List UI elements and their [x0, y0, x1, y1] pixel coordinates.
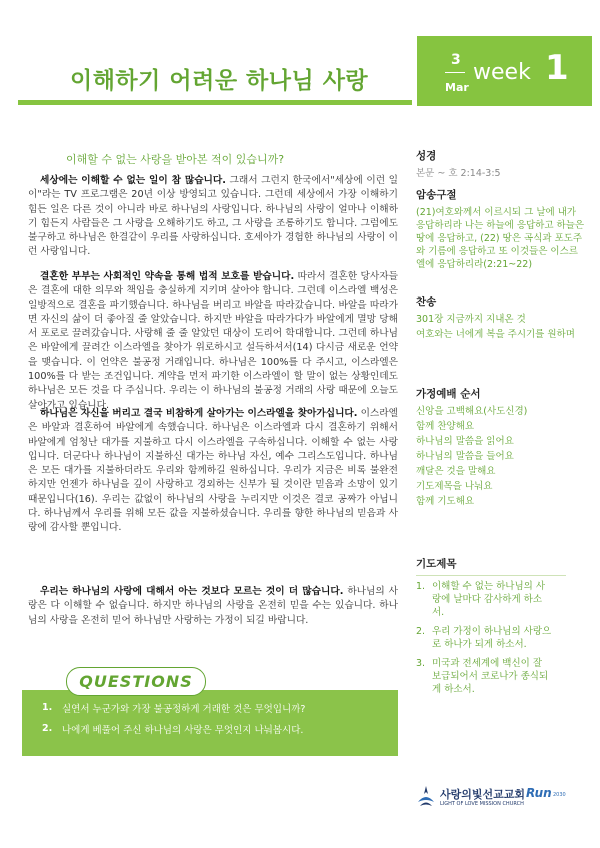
scripture-ref: 본문 ~ 호 2:14-3:5 — [416, 168, 501, 179]
order-item: 깨달은 것을 말해요 — [416, 466, 496, 477]
prayer-item — [416, 625, 586, 651]
month-number: 3 — [451, 52, 461, 68]
order-section — [416, 388, 586, 510]
prayer-text: 이해할 수 없는 하나님의 사랑에 날마다 감사하게 하소서. — [432, 581, 546, 618]
paragraph-2-lead: 결혼한 부부는 사회적인 약속을 통해 법적 보호를 받습니다. — [40, 271, 295, 282]
paragraph-3-lead: 하나님은 자신을 버리고 결국 비참하게 살아가는 이스라엘을 찾아가십니다. — [40, 408, 358, 419]
questions-list — [42, 697, 392, 739]
church-logo — [416, 784, 586, 814]
order-title: 가정예배 순서 — [416, 388, 481, 400]
paragraph-2-body: 따라서 결혼한 당사자들은 결혼에 대한 의무와 책임을 충실하게 지키며 살아야 합니다. 그런데 이스라엘 백성은 일방적으로 결혼을 파기했습니다. 하나님을 버리고 바알을 따라갔습니다. 바알을 따라가면 자신의 삶이 더 좋아질 줄 알았습니다. 하지만 바알을 따라가다가 바알에게 멸망 당해서 포로로 끌려갔습니다. 사랑해 줄 줄 알았던 대상이 도리어 학대합니다. 그런데 하나님은 바알에게 끌려간 이스라엘을 찾아가 위로하시고 설득하셔서(14) 다시금 새로운 언약을 맺습니다. 이 언약은 불공정 거래입니다. 하나님은 100%를 다 주시고, 이스라엘은 100%를 다 받는 조건입니다. 계약을 먼저 파기한 이스라엘이 할 말이 없는 상황인데도 하나님은 모든 것을 다 주십니다. 우리는 이 하나님의 불공정 거래의 사랑 때문에 오늘도 살아가고 있습니다. — [28, 271, 398, 411]
memory-title: 암송구절 — [416, 189, 457, 201]
prayer-item — [416, 580, 586, 619]
paragraph-1 — [28, 174, 398, 260]
hymn-item: 301장 지금까지 지내온 것 — [416, 314, 526, 325]
order-item: 하나님의 말씀을 읽어요 — [416, 436, 514, 447]
hymn-title: 찬송 — [416, 296, 437, 308]
paragraph-4-lead: 우리는 하나님의 사랑에 대해서 아는 것보다 모르는 것이 더 많습니다. — [40, 586, 344, 597]
order-item: 기도제목을 나눠요 — [416, 481, 493, 492]
page-title: 이해하기 어려운 하나님 사랑 — [70, 68, 369, 94]
church-emblem-icon — [416, 784, 436, 808]
question-text: 나에게 베풀어 주신 하나님의 사랑은 무엇인지 나눠봅시다. — [62, 724, 304, 736]
prayer-text: 미국과 전세계에 백신이 잘 보급되어서 코로나가 종식되게 하소서. — [432, 658, 549, 695]
hymn-item: 여호와는 너에게 복을 주시기를 원하며 — [416, 329, 575, 340]
prayer-number: 2. — [416, 626, 426, 637]
memory-text: (21)여호와께서 이르시되 그 날에 내가 응답하리라 나는 하늘에 응답하고 하늘은 땅에 응답하고, (22) 땅은 곡식과 포도주와 기름에 응답하고 또 이것들은 이스르엘에 응답하리라(2:21~22) — [416, 207, 585, 270]
prayer-text: 우리 가정이 하나님의 사랑으로 하나가 되게 하소서. — [432, 626, 552, 650]
paragraph-3-body: 이스라엘은 바알과 결혼하여 바알에게 속했습니다. 하나님은 이스라엘과 다시 결혼하기 위해서 바알에게 엄청난 대가를 지불하고 다시 이스라엘을 구속하십니다. 이해할 수 없는 사랑입니다. 더군다나 하나님이 지불하신 대가는 하나님 자신, 예수 그리스도입니다. 하나님은 모든 대가를 지불하더라도 우리와 함께하길 원하십니다. 우리가 지금은 비록 불완전하지만 언젠가 하나님을 깊이 사랑하고 경외하는 신부가 될 것이란 믿음과 소망이 있기 때문입니다(16). 우리는 값없이 하나님의 사랑을 누리지만 이것은 결코 공짜가 아닙니다. 하나님께서 우리를 위해 모든 값을 지불하셨습니다. 우리를 향한 하나님의 믿음과 사랑에 감사할 뿐입니다. — [28, 408, 399, 534]
memory-section — [416, 189, 586, 271]
title-underline — [18, 100, 412, 105]
week-badge — [417, 36, 592, 106]
prayer-number: 1. — [416, 581, 426, 592]
prayer-number: 3. — [416, 658, 426, 669]
question-text: 실연서 누군가와 가장 불공정하게 거래한 것은 무엇입니까? — [62, 703, 306, 715]
order-item: 하나님의 말씀을 들어요 — [416, 451, 514, 462]
prayer-item — [416, 657, 586, 696]
church-name-en: LIGHT OF LOVE MISSION CHURCH — [440, 801, 524, 807]
scripture-section — [416, 150, 586, 180]
paragraph-4 — [28, 585, 398, 628]
month-label: Mar — [445, 81, 469, 94]
badge-divider — [445, 72, 465, 73]
intro-question: 이해할 수 없는 사랑을 받아본 적이 있습니까? — [66, 153, 285, 166]
church-name: 사랑의빛선교교회 — [440, 788, 526, 801]
question-item — [42, 718, 392, 739]
week-number: 1 — [545, 48, 569, 88]
prayer-title: 기도제목 — [416, 558, 457, 570]
prayer-divider — [416, 575, 566, 576]
prayer-section — [416, 558, 586, 702]
run-year: 2030 — [553, 792, 566, 798]
paragraph-1-lead: 세상에는 이해할 수 없는 일이 참 많습니다. — [40, 175, 226, 186]
paragraph-1-body: 그래서 그런지 한국에서"세상에 이런 일이"라는 TV 프로그램은 20년 이상 방영되고 있습니다. 그런데 세상에서 가장 이해하기 힘든 일은 다른 것이 아니라 바로 하나님의 사랑입니다. 하나님의 사랑이 얼마나 이해하기 힘든지 사람들은 그 사랑을 오해하기도 하고, 그 사랑을 조롱하기도 합니다. 그럼에도 불구하고 하나님은 한결같이 우리를 사랑하십니다. 호세아가 경험한 하나님의 사랑이 이런 사랑입니다. — [28, 175, 398, 258]
run-logo: Run — [526, 786, 552, 800]
question-item — [42, 697, 392, 718]
question-number: 1. — [42, 702, 53, 713]
order-item: 함께 찬양해요 — [416, 421, 475, 432]
scripture-title: 성경 — [416, 150, 437, 162]
paragraph-3 — [28, 407, 398, 536]
hymn-section — [416, 296, 586, 343]
question-number: 2. — [42, 723, 53, 734]
order-item: 신앙을 고백해요(사도신경) — [416, 406, 528, 417]
questions-heading: QUESTIONS — [66, 667, 206, 696]
week-label: week — [473, 60, 531, 85]
order-item: 함께 기도해요 — [416, 496, 475, 507]
paragraph-4-body: 하나님의 사랑은 다 이해할 수 없습니다. 하지만 하나님의 사랑을 온전히 믿을 수는 있습니다. 하나님의 사랑을 온전히 믿어 하나님만 사랑하는 가정이 되길 바랍니다. — [28, 586, 399, 626]
paragraph-2 — [28, 270, 398, 413]
